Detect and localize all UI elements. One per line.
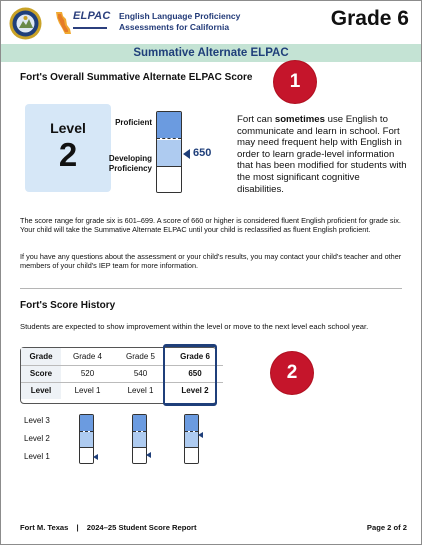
section-divider [20,288,402,289]
history-level1-label: Level 1 [24,452,50,461]
gauge-label-developing-line2: Proficiency [108,164,152,173]
org-name [119,11,240,33]
history-gauge-grade-6 [184,414,199,464]
gauge-segment-level2 [157,140,181,167]
score-history-table [21,348,223,399]
mini-seg-level3 [185,415,198,431]
score-pointer-icon [183,149,190,159]
grade-title: Grade 6 [330,7,409,30]
org-name-line2: Assessments for California [119,22,230,32]
score-history-heading: Fort's Score History [20,300,116,311]
callout-badge-2: 2 [271,352,313,394]
report-header [1,1,421,43]
cell-grade-4: Grade 4 [61,348,114,365]
overall-level-box [25,104,111,192]
level-value: 2 [58,136,78,173]
history-gauge-grade-4 [79,414,94,464]
callout-badge-1: 1 [274,61,316,103]
row-header-score: Score [21,365,61,382]
gauge-segment-level1 [157,167,181,193]
cell-level-grade-5: Level 1 [127,386,154,396]
overall-score-value: 650 [193,147,212,159]
mini-seg-level2 [133,432,146,448]
footer-student-info [20,523,197,532]
table-row [21,348,223,365]
history-gauge-grade-5 [132,414,147,464]
contact-paragraph: If you have any questions about the assessment or your child's results, you may contact your child's teacher and other members of your child's IEP team for more information. [20,252,402,271]
overall-score-heading: Fort's Overall Summative Alternate ELPAC Score [20,72,253,83]
mini-seg-level3 [80,415,93,431]
gauge-segment-level3 [157,112,181,138]
gauge-label-developing [99,154,152,174]
gauge-threshold-line [157,138,181,139]
history-pointer-grade-4-icon [93,454,98,460]
desc-post: use English to communicate and learn in school. Fort may need frequent help with English in order to learn grade-level information that has been modified for students with the most significant cognitive disabilities. [237,114,407,195]
footer-report-title: 2024–25 Student Score Report [86,523,197,532]
history-pointer-grade-6-icon [198,432,203,438]
gauge-label-developing-line1: Developing [108,154,152,163]
score-range-paragraph: The score range for grade six is 601–699. A score of 660 or higher is considered fluent English proficient for grade six. Your child will take the Summative Alternate ELPAC until your child is reclassified as fluent English proficient. [20,216,401,235]
footer-student-name: Fort M. Texas [20,523,69,532]
cell-grade-6: Grade 6 [167,348,223,365]
level-description [237,114,409,195]
mini-seg-level1 [185,448,198,464]
row-header-grade: Grade [21,348,61,365]
cell-score-grade-6: 650 [167,365,223,382]
cell-level-grade-4: Level 1 [74,386,101,396]
table-row [21,382,223,399]
cell-score-grade-5: 540 [114,365,167,382]
california-seal-icon [9,7,42,40]
level-label: Level [50,120,86,136]
mini-seg-level3 [133,415,146,431]
overall-level-gauge [156,111,182,193]
elpac-logo-text: ELPAC [73,10,111,22]
score-history-intro: Students are expected to show improvement within the level or move to the next level each school year. [20,322,369,331]
cell-grade-5: Grade 5 [114,348,167,365]
mini-seg-level1 [80,448,93,464]
table-row [21,365,223,382]
cell-level-grade-6: Level 2 [181,386,209,396]
assessment-banner: Summative Alternate ELPAC [1,44,421,62]
history-level2-label: Level 2 [24,434,50,443]
desc-pre: Fort can [237,114,275,125]
history-level3-label: Level 3 [24,416,50,425]
mini-seg-level1 [133,448,146,464]
mini-seg-level2 [80,432,93,448]
footer-page-number: Page 2 of 2 [366,523,407,532]
mini-seg-level2 [185,432,198,448]
org-name-line1: English Language Proficiency [119,11,241,21]
history-pointer-grade-5-icon [146,452,151,458]
footer-separator: | [76,523,79,532]
cell-score-grade-4: 520 [61,365,114,382]
gauge-label-proficient: Proficient [115,118,152,127]
row-header-level: Level [21,382,61,399]
desc-emphasis: sometimes [274,114,325,125]
